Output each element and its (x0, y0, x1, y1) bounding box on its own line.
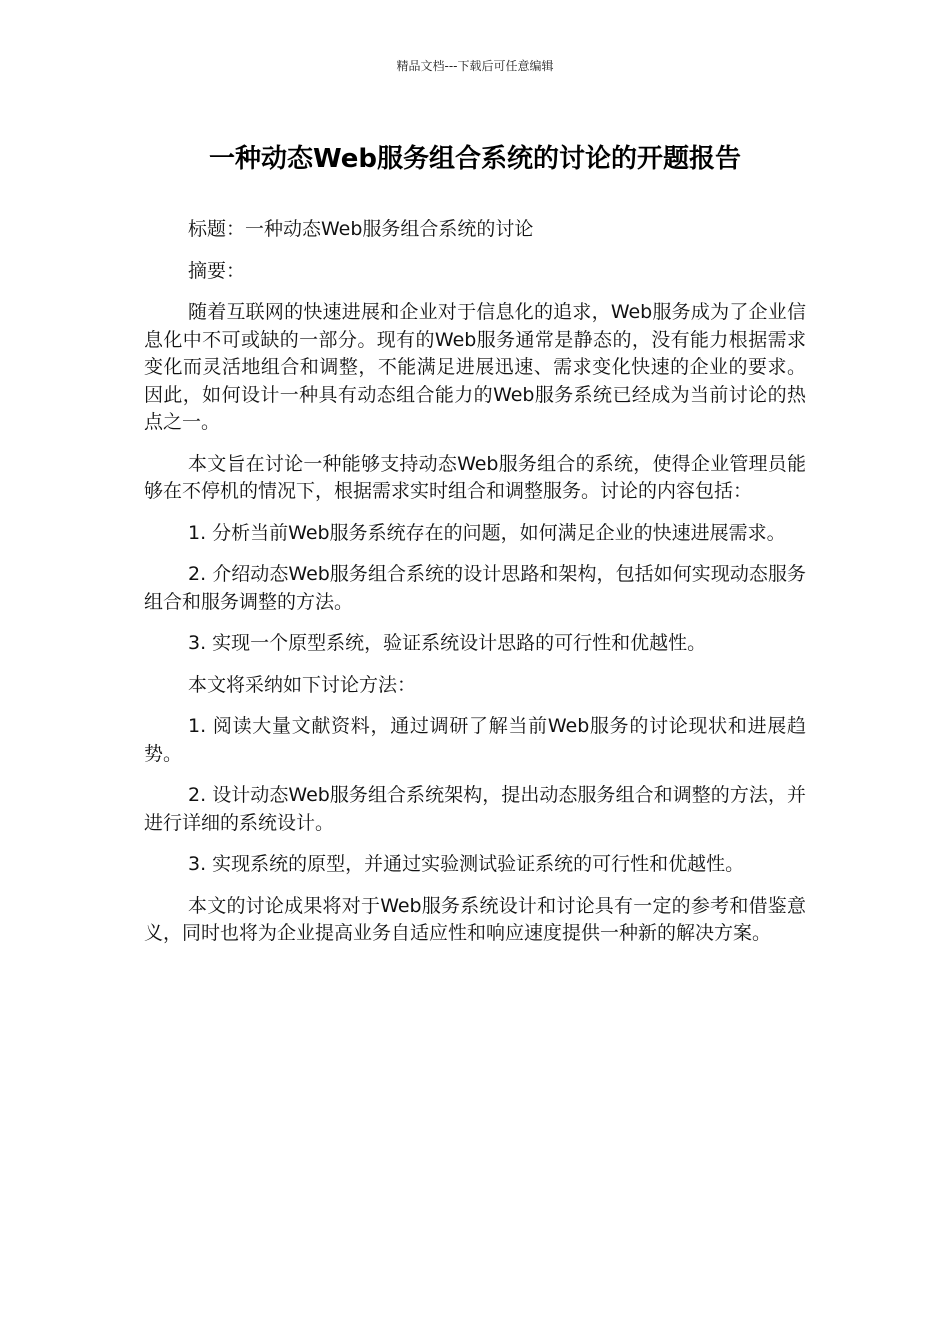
method-item-3: 3. 实现系统的原型，并通过实验测试验证系统的可行性和优越性。 (188, 853, 745, 875)
paragraph-title-line: 标题：一种动态Web服务组合系统的讨论 (188, 218, 534, 240)
paragraph-methods-intro: 本文将采纳如下讨论方法： (188, 673, 417, 696)
paragraph-abstract-label: 摘要： (188, 259, 246, 282)
content-item-3: 3. 实现一个原型系统，验证系统设计思路的可行性和优越性。 (188, 632, 707, 654)
paragraph-conclusion: 本文的讨论成果将对于Web服务系统设计和讨论具有一定的参考和借鉴意义，同时也将为企业提高业务自适应性和响应速度提供一种新的解决方案。 (144, 894, 806, 944)
paragraph-background: 随着互联网的快速进展和企业对于信息化的追求，Web服务成为了企业信息化中不可或缺的一部分。现有的Web服务通常是静态的，没有能力根据需求变化而灵活地组合和调整，不能满足进展迅速、需求变化快速的企业的要求。因此，如何设计一种具有动态组合能力的Web服务系统已经成为当前讨论的热点之一。 (144, 301, 806, 433)
content-item-2: 2. 介绍动态Web服务组合系统的设计思路和架构，包括如何实现动态服务组合和服务调整的方法。 (144, 563, 806, 613)
method-item-1: 1. 阅读大量文献资料，通过调研了解当前Web服务的讨论现状和进展趋势。 (144, 715, 806, 765)
method-item-2: 2. 设计动态Web服务组合系统架构，提出动态服务组合和调整的方法，并进行详细的系统设计。 (144, 784, 806, 834)
paragraph-objective: 本文旨在讨论一种能够支持动态Web服务组合的系统，使得企业管理员能够在不停机的情况下，根据需求实时组合和调整服务。讨论的内容包括： (144, 452, 806, 502)
page-header: 精品文档---下载后可任意编辑 (396, 59, 554, 73)
document-title: 一种动态Web服务组合系统的讨论的开题报告 (209, 144, 741, 174)
content-item-1: 1. 分析当前Web服务系统存在的问题，如何满足企业的快速进展需求。 (188, 521, 786, 544)
document-body (144, 216, 806, 962)
